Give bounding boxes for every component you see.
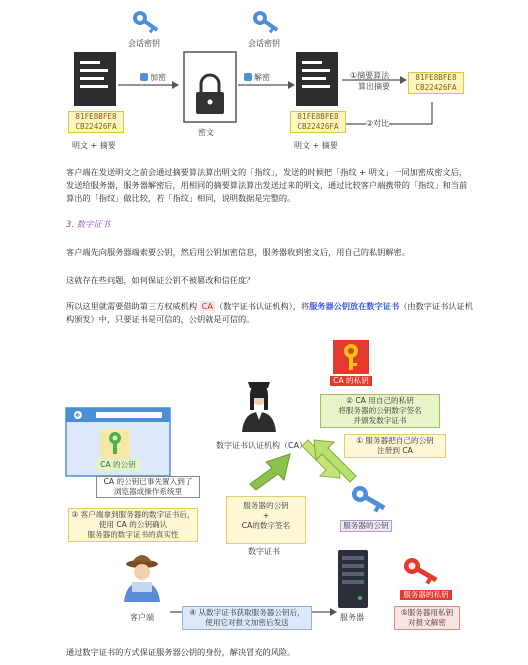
key-icon bbox=[130, 10, 161, 36]
ca-highlight: CA bbox=[201, 301, 213, 311]
client-label: 客户端 bbox=[130, 613, 154, 622]
decrypt-step: ⑤服务器用私钥 对报文解密 bbox=[394, 606, 460, 630]
certificate-label: 数字证书 bbox=[248, 547, 280, 556]
session-key-label-left: 会话密钥 bbox=[128, 39, 160, 48]
server-label: 服务器 bbox=[340, 613, 364, 622]
encrypt-send-step: ④ 从数字证书获取服务器公钥后， 使用它对报文加密后发送 bbox=[182, 606, 312, 630]
encrypt-label: 加密 bbox=[150, 73, 166, 82]
hash-right: 81FE8BFE8 CB22426FA bbox=[408, 72, 464, 94]
client-person-icon bbox=[124, 555, 160, 602]
plain-digest-label-left: 明文 + 摘要 bbox=[72, 141, 116, 150]
section-title: 3. 数字证书 bbox=[66, 219, 111, 229]
ca-agent-icon bbox=[242, 382, 276, 432]
bold-highlight: 服务器公钥放在数字证书 bbox=[309, 301, 400, 311]
hash-mid: 81FE8BFE8 CB22426FA bbox=[290, 111, 346, 133]
integrity-diagram bbox=[60, 10, 480, 160]
paragraph-integrity: 客户端在发送明文之前会通过摘要算法算出明文的「指纹」，发送的时候把「指纹 + 明文」一同加密成密文后，发送给服务器，服务器解密后，用相同的摘要算法算出发送过来的明文，通过比较客户端携带的「指纹」和当前算出的「指纹」做比较，若「指纹」相同，说明数据是完整的。 bbox=[66, 167, 468, 203]
plaintext-document-left bbox=[74, 52, 116, 106]
plaintext-document-right bbox=[296, 52, 338, 106]
ca-public-key-label: CA 的公钥 bbox=[96, 460, 140, 470]
paragraph-ca: 所以这里就需要借助第三方权威机构 CA （数字证书认证机构），将服务器公钥放在数字证书（由数字证书认证机构颁发）中，只要证书是可信的，公钥就是可信的。 bbox=[66, 301, 473, 324]
server-private-key-icon bbox=[401, 555, 440, 587]
register-step: ① 服务器把自己的公钥 注册到 CA bbox=[344, 434, 446, 458]
digest-step-label: ①摘要算法 算出摘要 bbox=[350, 71, 390, 91]
paragraph-conclusion: 通过数字证书的方式保证服务器公钥的身份，解决冒充的风险。 bbox=[66, 647, 296, 657]
paragraph-public-key: 客户端先向服务器端索要公钥，然后用公钥加密信息，服务器收到密文后，用自己的私钥解密。 bbox=[66, 247, 410, 257]
session-key-label-right: 会话密钥 bbox=[248, 39, 280, 48]
small-key-icon bbox=[244, 73, 252, 81]
paragraph-question: 这就存在些问题，如何保证公钥不被篡改和信任度？ bbox=[66, 275, 255, 285]
plain-digest-label-right: 明文 + 摘要 bbox=[294, 141, 338, 150]
compare-step-label: ②对比 bbox=[366, 119, 390, 128]
preinstalled-note: CA 的公钥已事先置入到了 浏览器或操作系统里 bbox=[96, 476, 200, 498]
hash-left: 81FE8BFE8 CB22426FA bbox=[68, 111, 124, 133]
server-public-key-label: 服务器的公钥 bbox=[340, 520, 392, 532]
digital-certificate: 服务器的公钥 + CA的数字签名 bbox=[226, 496, 306, 544]
ca-sign-step: ② CA 用自己的私钥 将服务器的公钥数字签名 并颁发数字证书 bbox=[320, 394, 440, 428]
small-key-icon bbox=[140, 73, 148, 81]
certificate-diagram bbox=[60, 336, 468, 636]
ca-private-key-label: CA 的私钥 bbox=[330, 376, 372, 386]
server-tower-icon bbox=[338, 550, 368, 608]
verify-step: ③ 客户端拿到服务器的数字证书后， 使用 CA 的公钥确认 服务器的数字证书的真实性 bbox=[68, 508, 198, 542]
decrypt-label: 解密 bbox=[254, 73, 270, 82]
server-public-key-icon bbox=[349, 483, 388, 515]
ca-private-key-icon bbox=[333, 340, 369, 374]
ca-org-label: 数字证书认证机构（CA） bbox=[216, 441, 308, 450]
ciphertext-label: 密文 bbox=[198, 128, 214, 137]
key-icon bbox=[250, 10, 281, 36]
server-private-key-label: 服务器的私钥 bbox=[400, 590, 452, 600]
